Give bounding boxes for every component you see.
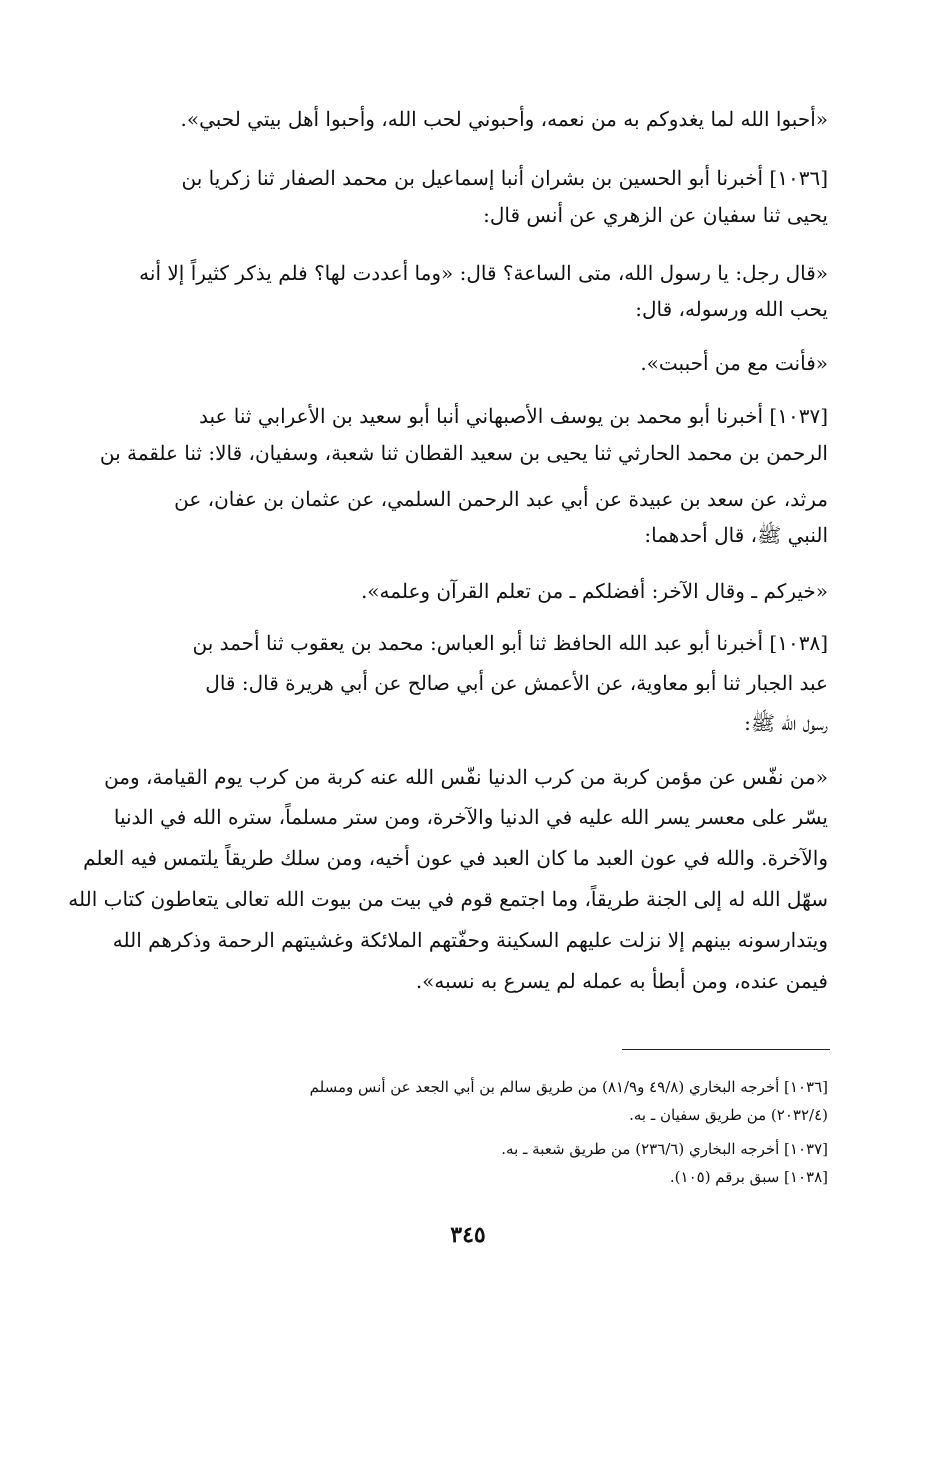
body-line: «خيركم ـ وقال الآخر: أفضلكم ـ من تعلم القرآن وعلمه». <box>360 579 828 603</box>
footnote: [١٠٣٦] أخرجه البخاري (٤٩/٨ و٨١/٩) من طريق سالم بن أبي الجعد عن أنس ومسلم <box>309 1078 828 1096</box>
footnote-separator <box>622 1049 830 1050</box>
body-line: عبد الجبار ثنا أبو معاوية، عن الأعمش عن أبي صالح عن أبي هريرة قال: قال <box>205 671 828 695</box>
body-line: فيمن عنده، ومن أبطأ به عمله لم يسرع به نسبه». <box>415 969 828 993</box>
body-line: الرحمن بن محمد الحارثي ثنا يحيى بن سعيد القطان ثنا شعبة، وسفيان، قالا: ثنا علقمة بن <box>99 441 828 465</box>
body-line: «فأنت مع من أحببت». <box>640 351 828 375</box>
page-number: ٣٤٥ <box>450 1222 486 1248</box>
body-line: يسّر على معسر يسر الله عليه في الدنيا والآخرة، ومن ستر مسلماً، ستره الله في الدنيا <box>113 805 828 829</box>
body-line: ويتدارسونه بينهم إلا نزلت عليهم السكينة وحفّتهم الملائكة وغشيتهم الرحمة وذكرهم الله <box>112 928 828 952</box>
body-line: [١٠٣٨] أخبرنا أبو عبد الله الحافظ ثنا أبو العباس: محمد بن يعقوب ثنا أحمد بن <box>192 631 828 655</box>
body-line: مرثد، عن سعد بن عبيدة عن أبي عبد الرحمن السلمي، عن عثمان بن عفان، عن <box>174 487 828 511</box>
body-line: النبي ﷺ، قال أحدهما: <box>644 523 828 547</box>
body-line: والآخرة. والله في عون العبد ما كان العبد في عون أخيه، ومن سلك طريقاً يلتمس فيه العلم <box>83 846 828 870</box>
body-line: رسول الله ﷺ: <box>744 711 828 735</box>
body-line: «من نفّس عن مؤمن كربة من كرب الدنيا نفّس الله عنه كربة من كرب يوم القيامة، ومن <box>104 765 828 789</box>
body-line: يحيى ثنا سفيان عن الزهري عن أنس قال: <box>483 203 828 227</box>
body-line: [١٠٣٧] أخبرنا أبو محمد بن يوسف الأصبهاني أنبا أبو سعيد بن الأعرابي ثنا عبد <box>198 404 828 428</box>
body-line: يحب الله ورسوله، قال: <box>635 297 828 321</box>
body-line: [١٠٣٦] أخبرنا أبو الحسين بن بشران أنبا إسماعيل بن محمد الصفار ثنا زكريا بن <box>181 166 828 190</box>
footnote: [١٠٣٧] أخرجه البخاري (٢٣٦/٦) من طريق شعبة ـ به. <box>501 1140 828 1158</box>
body-line: «قال رجل: يا رسول الله، متى الساعة؟ قال: «وما أعددت لها؟ فلم يذكر كثيراً إلا أنه <box>139 261 828 285</box>
body-line: سهّل الله له إلى الجنة طريقاً، وما اجتمع قوم في بيت من بيوت الله تعالى يتعاطون كتاب الله <box>68 887 828 911</box>
footnote: (٢٠٣٢/٤) من طريق سفيان ـ به. <box>629 1106 828 1124</box>
body-line: «أحبوا الله لما يغدوكم به من نعمه، وأحبوني لحب الله، وأحبوا أهل بيتي لحبي». <box>180 107 828 131</box>
footnote: [١٠٣٨] سبق برقم (١٠٥). <box>669 1168 828 1186</box>
